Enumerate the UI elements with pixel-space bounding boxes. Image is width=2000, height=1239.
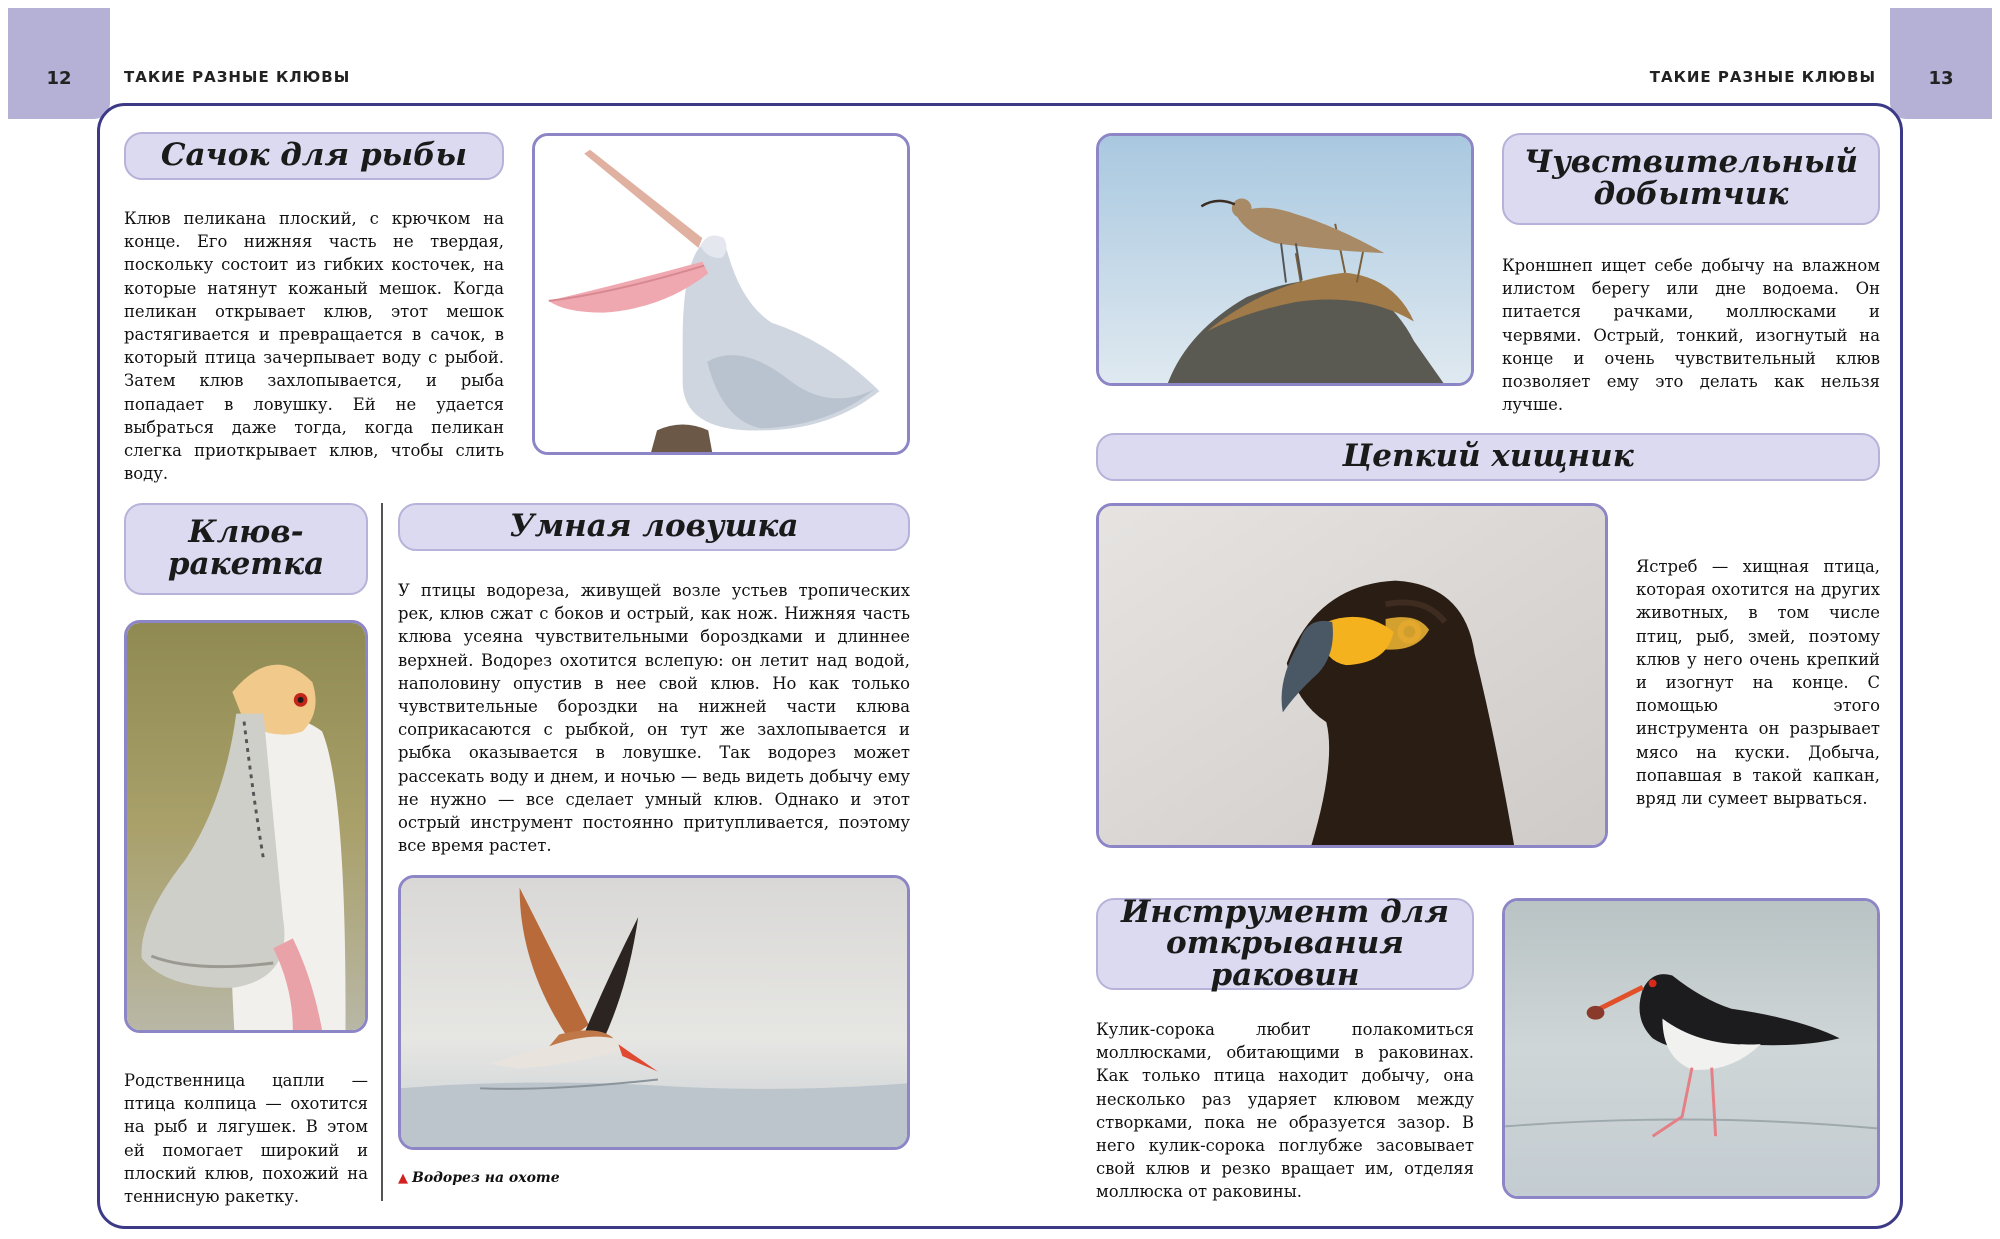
column-divider bbox=[381, 503, 383, 1201]
oystercatcher-photo bbox=[1502, 898, 1880, 1199]
curlew-illustration bbox=[1099, 136, 1471, 383]
spoonbill-photo bbox=[124, 620, 368, 1033]
pelican-heading: Сачок для рыбы bbox=[124, 132, 504, 180]
right-running-title: ТАКИЕ РАЗНЫЕ КЛЮВЫ bbox=[1649, 68, 1876, 86]
skimmer-heading: Умная ловушка bbox=[398, 503, 910, 551]
caption-triangle-icon: ▲ bbox=[398, 1171, 408, 1186]
pelican-illustration bbox=[535, 136, 907, 452]
spoonbill-text: Родственница цапли — птица колпица — охотится на рыб и лягушек. В этом ей помогает широкий и плоский клюв, похожий на теннисную ракетку. bbox=[124, 1071, 368, 1207]
spoonbill-illustration bbox=[127, 623, 365, 1030]
right-page-number: 13 bbox=[1928, 68, 1954, 89]
left-running-title: ТАКИЕ РАЗНЫЕ КЛЮВЫ bbox=[124, 68, 351, 86]
skimmer-illustration bbox=[401, 878, 907, 1147]
skimmer-photo bbox=[398, 875, 910, 1150]
spoonbill-heading: Клюв-ракетка bbox=[124, 503, 368, 595]
right-page-tab bbox=[1890, 8, 1992, 119]
curlew-photo bbox=[1096, 133, 1474, 386]
hawk-heading: Цепкий хищник bbox=[1096, 433, 1880, 481]
skimmer-caption bbox=[398, 1170, 560, 1186]
pelican-text: Клюв пеликана плоский, с крючком на конце. Его нижняя часть не твердая, поскольку состоит из гибких косточек, на которые натянут кожаный мешок. Когда пеликан открывает клюв, этот мешок растягивается и превращается в сачок, в который птица зачерпывает воду с рыбой. Затем клюв захлопывается, и рыба попадает в ловушку. Ей не удается выбраться даже тогда, когда пеликан слегка приоткрывает клюв, чтобы слить воду. bbox=[124, 209, 504, 484]
hawk-illustration bbox=[1099, 506, 1605, 845]
pelican-photo bbox=[532, 133, 910, 455]
hawk-text: Ястреб — хищная птица, которая охотится на других животных, в том числе птиц, рыб, змей, поэтому клюв у него очень крепкий и изогнут на конце. С помощью этого инструмента он разрывает мясо на куски. Добыча, попавшая в такой капкан, вряд ли сумеет вырваться. bbox=[1636, 557, 1880, 809]
left-page-tab bbox=[8, 8, 110, 119]
left-page-number: 12 bbox=[46, 68, 72, 89]
oystercatcher-heading: Инструмент для открывания раковин bbox=[1096, 898, 1474, 990]
curlew-text: Кроншнеп ищет себе добычу на влажном илистом берегу или дне водоема. Он питается рачками, моллюсками и червями. Острый, тонкий, изогнутый на конце и очень чувствительный клюв позволяет ему это делать как нельзя лучше. bbox=[1502, 256, 1880, 415]
oystercatcher-text: Кулик-сорока любит полакомиться моллюсками, обитающими в раковинах. Как только птица находит добычу, она несколько раз ударяет клювом между створками, пока не образуется зазор. В него кулик-сорока поглубже засовывает свой клюв и резко вращает им, отделяя моллюска от раковины. bbox=[1096, 1020, 1474, 1202]
oystercatcher-illustration bbox=[1505, 901, 1877, 1196]
hawk-photo bbox=[1096, 503, 1608, 848]
curlew-heading: Чувствительный добытчик bbox=[1502, 133, 1880, 225]
skimmer-text: У птицы водореза, живущей возле устьев тропических рек, клюв сжат с боков и острый, как нож. Нижняя часть клюва усеяна чувствительными бороздками и длиннее верхней. Водорез охотится вслепую: он летит над водой, наполовину опустив в нее свой клюв. Но как только чувствительные бороздки на нижней части клюва соприкасаются с рыбкой, он тут же захлопывается и рыбка оказывается в ловушке. Так водорез может рассекать воду и днем, и ночью — ведь видеть добычу ему не нужно — все сделает умный клюв. Однако и этот острый инструмент постоянно притупливается, поэтому все время растет. bbox=[398, 581, 910, 856]
skimmer-caption-text: Водорез на охоте bbox=[412, 1170, 560, 1186]
